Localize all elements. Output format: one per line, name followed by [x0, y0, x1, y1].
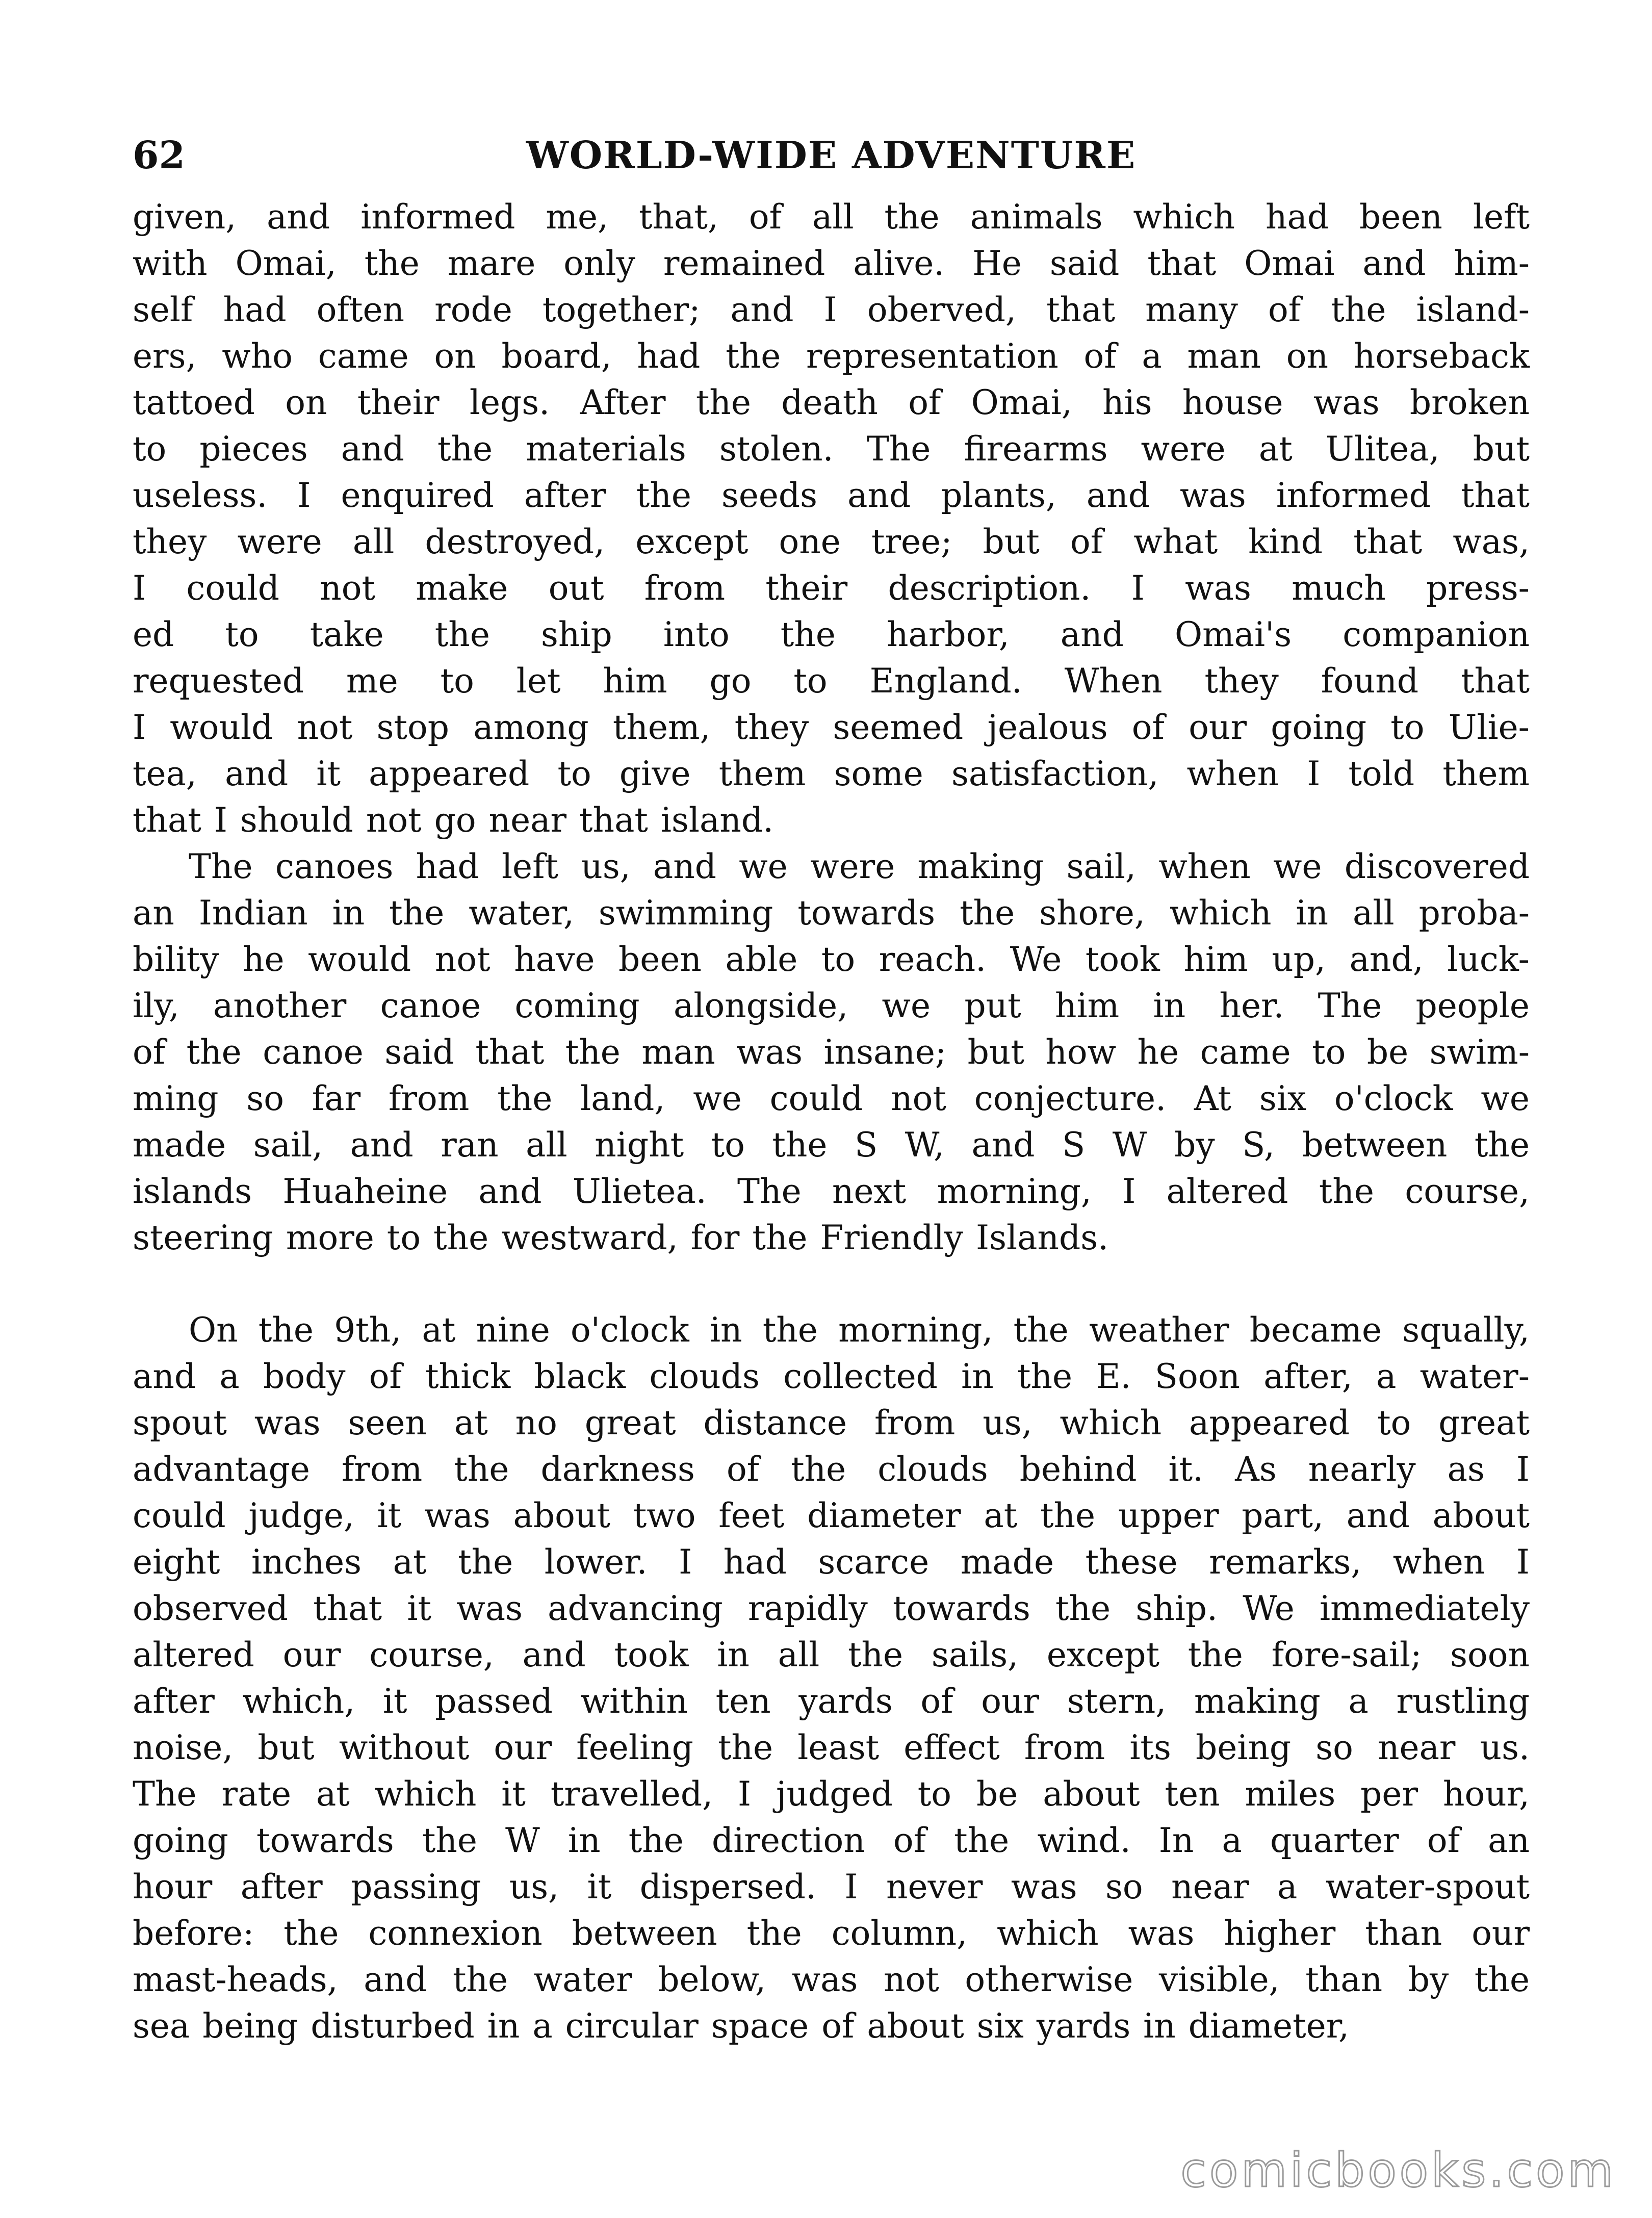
text-line: they were all destroyed, except one tree; but of what kind that was, [133, 522, 1530, 561]
text-line: with Omai, the mare only remained alive. He said that Omai and him- [133, 244, 1530, 283]
page-header [133, 127, 1530, 184]
text-line: tattoed on their legs. After the death of Omai, his house was broken [133, 383, 1530, 422]
text-line: advantage from the darkness of the clouds behind it. As nearly as I [133, 1450, 1530, 1489]
section-gap [133, 1261, 1530, 1307]
text-line: to pieces and the materials stolen. The firearms were at Ulitea, but [133, 429, 1530, 469]
page-number: 62 [133, 134, 185, 177]
text-line: self had often rode together; and I oberved, that many of the island- [133, 290, 1530, 329]
running-head: WORLD-WIDE ADVENTURE [526, 134, 1137, 177]
paragraph-1 [133, 194, 1530, 843]
text-line: I could not make out from their description. I was much press- [133, 569, 1530, 608]
text-line: and a body of thick black clouds collected in the E. Soon after, a water- [133, 1357, 1530, 1396]
text-line: made sail, and ran all night to the S W, and S W by S, between the [133, 1125, 1530, 1165]
text-line: of the canoe said that the man was insane; but how he came to be swim- [133, 1033, 1530, 1072]
paragraph-2 [133, 843, 1530, 1261]
text-line: given, and informed me, that, of all the animals which had been left [133, 197, 1530, 237]
text-line: The canoes had left us, and we were making sail, when we discovered [189, 847, 1530, 886]
text-line: steering more to the westward, for the Friendly Islands. [133, 1218, 1109, 1257]
text-line: ed to take the ship into the harbor, and Omai's companion [133, 615, 1530, 654]
text-line: spout was seen at no great distance from us, which appeared to great [133, 1403, 1530, 1442]
text-line: after which, it passed within ten yards of our stern, making a rustling [133, 1682, 1530, 1721]
text-line: islands Huaheine and Ulietea. The next morning, I altered the course, [133, 1172, 1530, 1211]
text-line: could judge, it was about two feet diameter at the upper part, and about [133, 1496, 1530, 1535]
text-line: useless. I enquired after the seeds and plants, and was informed that [133, 476, 1530, 515]
text-line: mast-heads, and the water below, was not otherwise visible, than by the [133, 1960, 1530, 1999]
text-line: that I should not go near that island. [133, 801, 774, 840]
text-line: going towards the W in the direction of the wind. In a quarter of an [133, 1821, 1530, 1860]
text-line: before: the connexion between the column, which was higher than our [133, 1914, 1530, 1953]
text-line: observed that it was advancing rapidly towards the ship. We immediately [133, 1589, 1530, 1628]
text-line: hour after passing us, it dispersed. I never was so near a water-spout [133, 1867, 1530, 1906]
text-line: sea being disturbed in a circular space of about six yards in diameter, [133, 2006, 1349, 2046]
text-line: On the 9th, at nine o'clock in the morning, the weather became squally, [189, 1310, 1530, 1350]
text-line: bility he would not have been able to reach. We took him up, and, luck- [133, 940, 1530, 979]
text-line: altered our course, and took in all the sails, except the fore-sail; soon [133, 1635, 1530, 1674]
text-line: ming so far from the land, we could not conjecture. At six o'clock we [133, 1079, 1530, 1118]
text-line: eight inches at the lower. I had scarce made these remarks, when I [133, 1542, 1530, 1582]
text-line: ers, who came on board, had the representation of a man on horseback [133, 337, 1530, 376]
paragraph-3 [133, 1307, 1530, 2049]
text-line: I would not stop among them, they seemed jealous of our going to Ulie- [133, 708, 1530, 747]
watermark-logo: comicbooks.com [1180, 2143, 1616, 2198]
book-page [133, 127, 1530, 2049]
text-line: The rate at which it travelled, I judged to be about ten miles per hour, [133, 1774, 1530, 1814]
text-line: an Indian in the water, swimming towards the shore, which in all proba- [133, 893, 1530, 933]
text-line: ily, another canoe coming alongside, we put him in her. The people [133, 986, 1530, 1025]
text-line: tea, and it appeared to give them some satisfaction, when I told them [133, 754, 1530, 793]
text-line: noise, but without our feeling the least effect from its being so near us. [133, 1728, 1530, 1767]
text-line: requested me to let him go to England. When they found that [133, 661, 1530, 701]
